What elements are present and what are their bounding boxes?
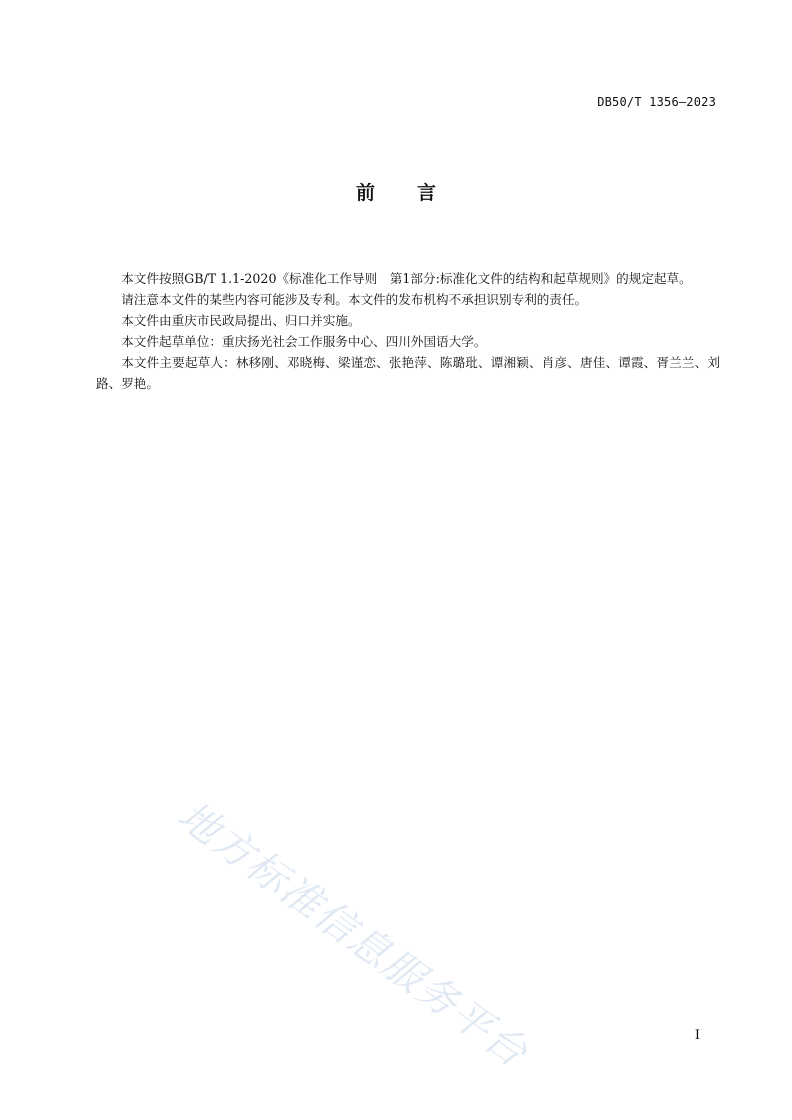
paragraph-drafters: 本文件主要起草人：林移刚、邓晓梅、梁谨恋、张艳萍、陈璐玭、谭湘颖、肖彦、唐佳、谭霞、胥兰兰、刘路、罗艳。 bbox=[96, 355, 720, 391]
paragraph-drafting-units: 本文件起草单位：重庆扬光社会工作服务中心、四川外国语大学。 bbox=[121, 334, 487, 349]
watermark: 地方标准信息服务平台 bbox=[169, 792, 537, 1077]
foreword-body bbox=[96, 268, 720, 394]
page-number: I bbox=[694, 1028, 700, 1043]
page-title: 前言 bbox=[355, 182, 478, 204]
paragraph-patent-notice: 请注意本文件的某些内容可能涉及专利。本文件的发布机构不承担识别专利的责任。 bbox=[121, 292, 588, 307]
paragraph-drafting-rules: 本文件按照GB/T 1.1-2020《标准化工作导则 第1部分:标准化文件的结构和起草规则》的规定起草。 bbox=[121, 271, 692, 286]
paragraph-proposer: 本文件由重庆市民政局提出、归口并实施。 bbox=[121, 313, 361, 328]
document-code: DB50/T 1356—2023 bbox=[597, 95, 716, 109]
